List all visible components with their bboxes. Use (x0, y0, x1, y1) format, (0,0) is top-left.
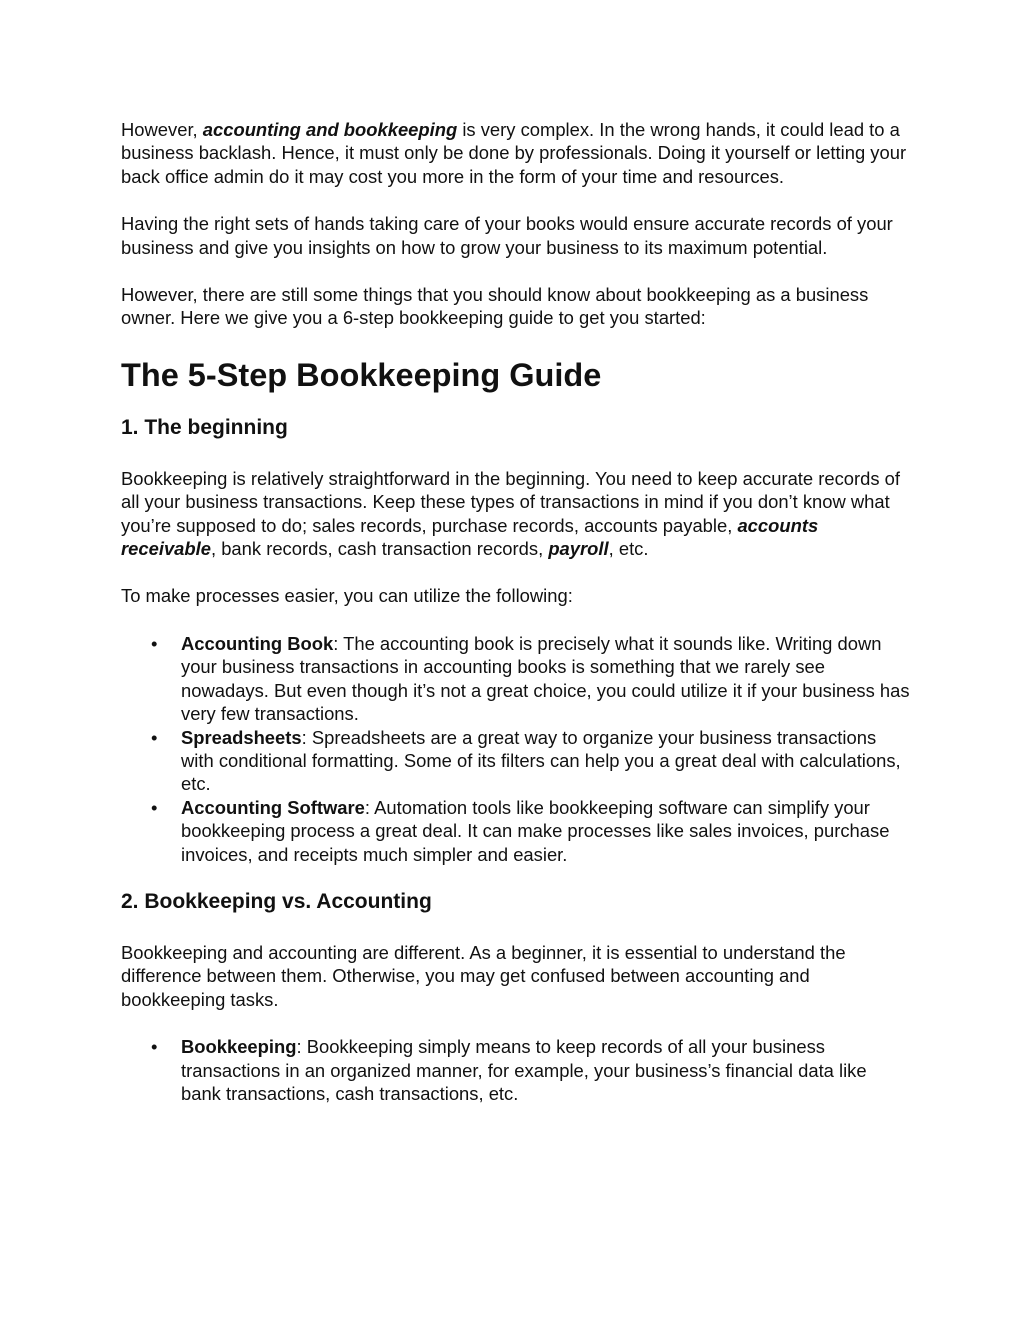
list-item-term: Accounting Book (181, 632, 334, 654)
section-1-p1-emphasis-a: accounts receivable (121, 514, 819, 560)
section-1-paragraph-2: To make processes easier, you can utilize the following: (121, 585, 573, 607)
intro-p1-emphasis: accounting and bookkeeping (202, 119, 458, 140)
intro-paragraph-2: Having the right sets of hands taking care of your books would ensure accurate records of your business and give you insights on how to grow your business to its maximum potential. (121, 213, 893, 258)
intro-paragraph-1 (121, 118, 911, 188)
list-item-text: : The accounting book is precisely what it sounds like. Writing down your business transactions in accounting books is something that we rarely see nowadays. But even though it’s not a great choice, you could utilize it if your business has very few transactions. (181, 632, 910, 725)
list-item-text: : Spreadsheets are a great way to organize your business transactions with conditional formatting. Some of its filters can help you a great deal with calculations, etc. (181, 726, 901, 795)
section-1-p1-text-c: , etc. (608, 538, 649, 560)
list-item-text: : Automation tools like bookkeeping software can simplify your bookkeeping process a great deal. It can make processes like sales invoices, purchase invoices, and receipts much simpler and easier. (181, 796, 890, 865)
bullet-icon: • (151, 796, 158, 818)
bullet-icon: • (151, 632, 158, 654)
intro-p1-text-end: is very complex. In the wrong hands, it could lead to a business backlash. Hence, it must only be done by professionals. Doing it yourself or letting your back office admin do it may cost you more in the form of your time and resources. (121, 119, 907, 187)
intro-p1-text-start: However, (121, 119, 203, 140)
document-page (121, 118, 911, 1105)
list-item-term: Spreadsheets (181, 726, 302, 748)
list-item (121, 796, 911, 866)
bullet-icon: • (151, 726, 158, 748)
section-2-paragraph-1: Bookkeeping and accounting are different. As a beginner, it is essential to understand the difference between them. Otherwise, you may get confused between accounting and bookkeeping tasks. (121, 941, 846, 1010)
section-1-paragraph-1 (121, 467, 911, 561)
intro-paragraph-3: However, there are still some things that you should know about bookkeeping as a business owner. Here we give you a 6-step bookkeeping guide to get you started: (121, 284, 869, 329)
section-2-heading: 2. Bookkeeping vs. Accounting (121, 889, 432, 913)
page-title: The 5-Step Bookkeeping Guide (121, 356, 602, 393)
list-item-term: Bookkeeping (181, 1036, 297, 1058)
list-item (121, 726, 911, 796)
list-item (121, 632, 911, 726)
section-2-list (121, 1035, 911, 1105)
section-1-p1-text-b: , bank records, cash transaction records, (210, 538, 549, 560)
bullet-icon: • (151, 1036, 158, 1058)
section-1-p1-text-a: Bookkeeping is relatively straightforward in the beginning. You need to keep accurate records of all your business transactions. Keep these types of transactions in mind if you don’t know what you’re supposed to do; sales records, purchase records, accounts payable, (121, 467, 901, 536)
list-item (121, 1035, 911, 1105)
section-1-p1-emphasis-b: payroll (548, 538, 609, 560)
section-1-heading: 1. The beginning (121, 415, 288, 439)
list-item-term: Accounting Software (181, 796, 365, 818)
list-item-text: : Bookkeeping simply means to keep records of all your business transactions in an organized manner, for example, your business’s financial data like bank transactions, cash transactions, etc. (181, 1036, 867, 1104)
section-1-list (121, 632, 911, 866)
